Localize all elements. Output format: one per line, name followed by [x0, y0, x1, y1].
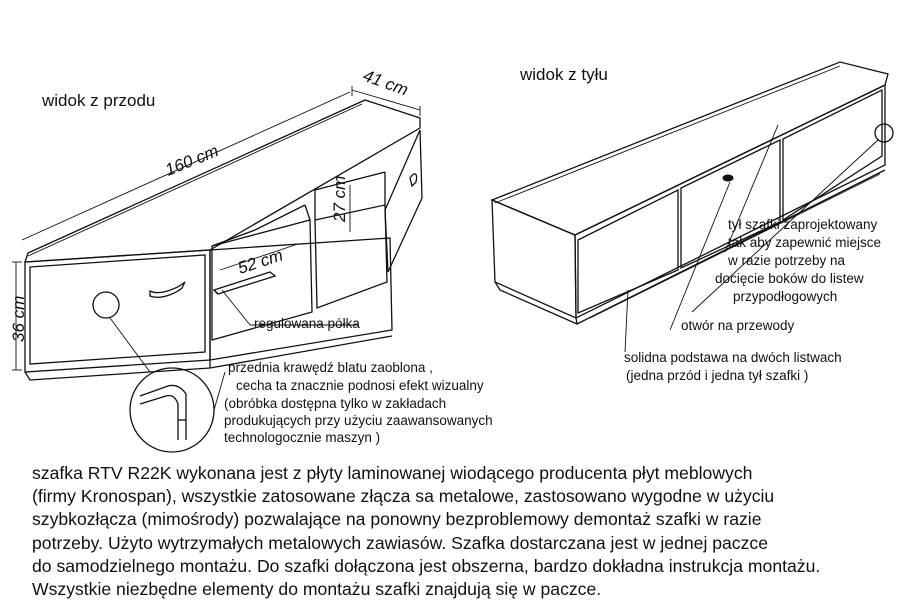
edge-note-line: (obróbka dostępna tylko w zakładach — [224, 396, 447, 411]
depth-dimension-label: 41 cm — [360, 65, 411, 100]
cable-hole-note: otwór na przewody — [681, 318, 795, 333]
front-cabinet-right-body — [210, 238, 392, 360]
height-dimension-label: 36 cm — [9, 295, 28, 342]
compartment-height-dimension-label: 27 cm — [330, 175, 349, 222]
description-line: potrzeby. Użyto wytrzymałych metalowych zawiasów. Szafka dostarczana jest w jednej paczce — [32, 532, 768, 553]
back-note-line: przypodłogowych — [733, 289, 838, 304]
product-description — [32, 462, 892, 601]
back-view-drawing — [492, 62, 893, 352]
back-cabinet-side — [492, 200, 576, 318]
back-note-line: docięcie boków do listew — [715, 271, 864, 286]
front-cabinet-drawer — [30, 255, 205, 364]
description-line: szybkozłącza (mimośrody) pozwalające na ponowny bezproblemowy demontaż szafki w razie — [32, 509, 762, 530]
shelf-callout: regulowana półka — [254, 316, 360, 331]
description-line: szafka RTV R22K wykonana jest z płyty laminowanej wiodącego producenta płyt meblowych — [32, 463, 753, 483]
back-note-line: w razie potrzeby na — [728, 253, 846, 268]
base-note-line: solidna podstawa na dwóch listwach — [624, 350, 842, 365]
edge-note-line: technologocznie maszyn ) — [224, 430, 381, 445]
back-design-note — [715, 217, 885, 304]
shelf-width-dimension-label: 52 cm — [235, 245, 286, 278]
edge-note-line: przednia krawędź blatu zaoblona , — [228, 360, 433, 375]
edge-note-line: cecha ta znacznie podnosi efekt wizualny — [236, 378, 484, 393]
base-note — [624, 350, 845, 383]
drawer-handle — [150, 282, 185, 297]
back-view-title: widok z tyłu — [520, 65, 608, 84]
back-panel-right — [783, 90, 882, 220]
edge-detail-small-circle — [93, 292, 119, 318]
edge-note-line: produkujących przy użyciu zaawansowanych — [224, 413, 493, 428]
description-line: (firmy Kronospan), wszystkie zatosowane złącza sa metalowe, zastosowano wygodne w użyciu — [32, 486, 775, 507]
right-compartment — [315, 205, 387, 308]
back-note-line: tył szafki zaprojektowany — [728, 217, 878, 232]
base-note-line: (jedna przód i jedna tył szafki ) — [626, 368, 809, 383]
cable-hole — [723, 175, 733, 181]
description-line: Wszystkie niezbędne elementy do montażu szafki znajdują się w paczce. — [32, 579, 602, 600]
door-handle — [410, 174, 417, 186]
width-dimension-label: 160 cm — [162, 141, 222, 180]
back-cabinet-top — [492, 62, 888, 235]
description-line: do samodzielnego montażu. Do szafki dołączona jest obszerna, bardzo dokładna instrukcja montażu. — [32, 555, 821, 576]
front-cabinet-top — [25, 100, 420, 262]
edge-note — [224, 360, 496, 445]
edge-detail-magnifier — [130, 368, 214, 452]
back-cut-detail-circle — [875, 124, 893, 142]
back-note-line: tak aby zapewnić miejsce — [728, 235, 882, 250]
front-view-title: widok z przodu — [42, 91, 156, 110]
